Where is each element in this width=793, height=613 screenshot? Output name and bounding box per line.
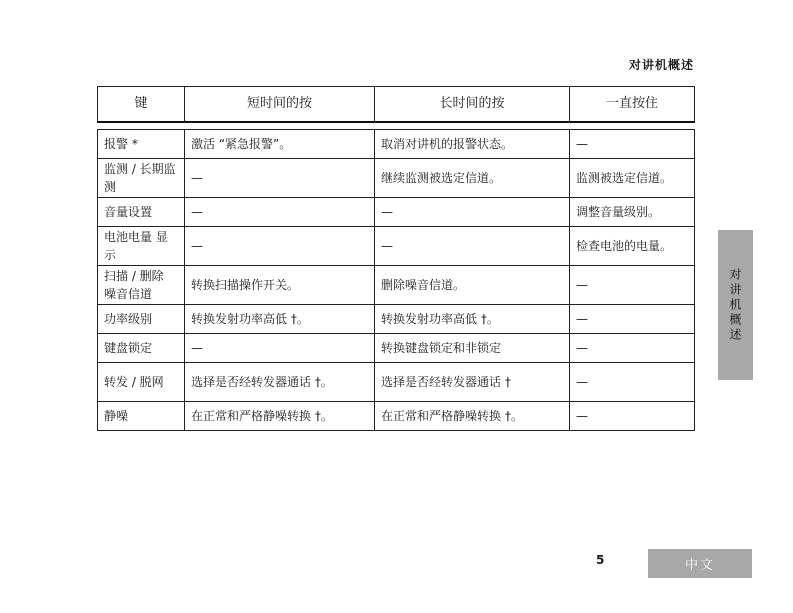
key-name: 键盘锁定 <box>98 334 185 363</box>
short-press-action: 激活 “紧急报警”。 <box>185 130 375 159</box>
table-row <box>98 227 695 266</box>
hold-action: — <box>570 402 695 431</box>
short-press-action: 转换发射功率高低 †。 <box>185 305 375 334</box>
long-press-action: — <box>375 198 570 227</box>
table-row <box>98 334 695 363</box>
long-press-action: 转换发射功率高低 †。 <box>375 305 570 334</box>
table-row <box>98 266 695 305</box>
header-short-press: 短时间的按 <box>185 87 375 123</box>
short-press-action: — <box>185 159 375 198</box>
hold-action: — <box>570 266 695 305</box>
hold-action: — <box>570 130 695 159</box>
short-press-action: 选择是否经转发器通话 †。 <box>185 363 375 402</box>
long-press-action: 继续监测被选定信道。 <box>375 159 570 198</box>
hold-action: 检查电池的电量。 <box>570 227 695 266</box>
key-name: 扫描 / 删除 噪音信道 <box>98 266 185 305</box>
key-name: 监测 / 长期监测 <box>98 159 185 198</box>
short-press-action: — <box>185 334 375 363</box>
hold-action: — <box>570 334 695 363</box>
key-name: 转发 / 脱网 <box>98 363 185 402</box>
long-press-action: 删除噪音信道。 <box>375 266 570 305</box>
key-name: 功率级别 <box>98 305 185 334</box>
table-row <box>98 159 695 198</box>
long-press-action: 转换键盘锁定和非锁定 <box>375 334 570 363</box>
short-press-action: 在正常和严格静噪转换 †。 <box>185 402 375 431</box>
table-row <box>98 402 695 431</box>
table-header-row <box>98 87 695 123</box>
long-press-action: 取消对讲机的报警状态。 <box>375 130 570 159</box>
key-name: 音量设置 <box>98 198 185 227</box>
short-press-action: — <box>185 198 375 227</box>
table-row <box>98 198 695 227</box>
key-name: 报警 * <box>98 130 185 159</box>
chapter-side-tab <box>718 230 753 380</box>
table-row <box>98 130 695 159</box>
key-name: 静噪 <box>98 402 185 431</box>
hold-action: — <box>570 305 695 334</box>
short-press-action: 转换扫描操作开关。 <box>185 266 375 305</box>
long-press-action: — <box>375 227 570 266</box>
header-hold: 一直按住 <box>570 87 695 123</box>
hold-action: — <box>570 363 695 402</box>
table-row <box>98 305 695 334</box>
hold-action: 调整音量级别。 <box>570 198 695 227</box>
header-key: 键 <box>98 87 185 123</box>
page-number: 5 <box>596 553 605 567</box>
long-press-action: 选择是否经转发器通话 † <box>375 363 570 402</box>
section-title: 对讲机概述 <box>628 58 694 72</box>
header-gap <box>98 122 695 130</box>
key-function-table <box>97 86 695 431</box>
language-tab: 中文 <box>648 549 752 578</box>
long-press-action: 在正常和严格静噪转换 †。 <box>375 402 570 431</box>
hold-action: 监测被选定信道。 <box>570 159 695 198</box>
header-long-press: 长时间的按 <box>375 87 570 123</box>
chapter-side-tab-label: 对讲机概述 <box>728 267 742 343</box>
short-press-action: — <box>185 227 375 266</box>
key-name: 电池电量 显示 <box>98 227 185 266</box>
table-row <box>98 363 695 402</box>
